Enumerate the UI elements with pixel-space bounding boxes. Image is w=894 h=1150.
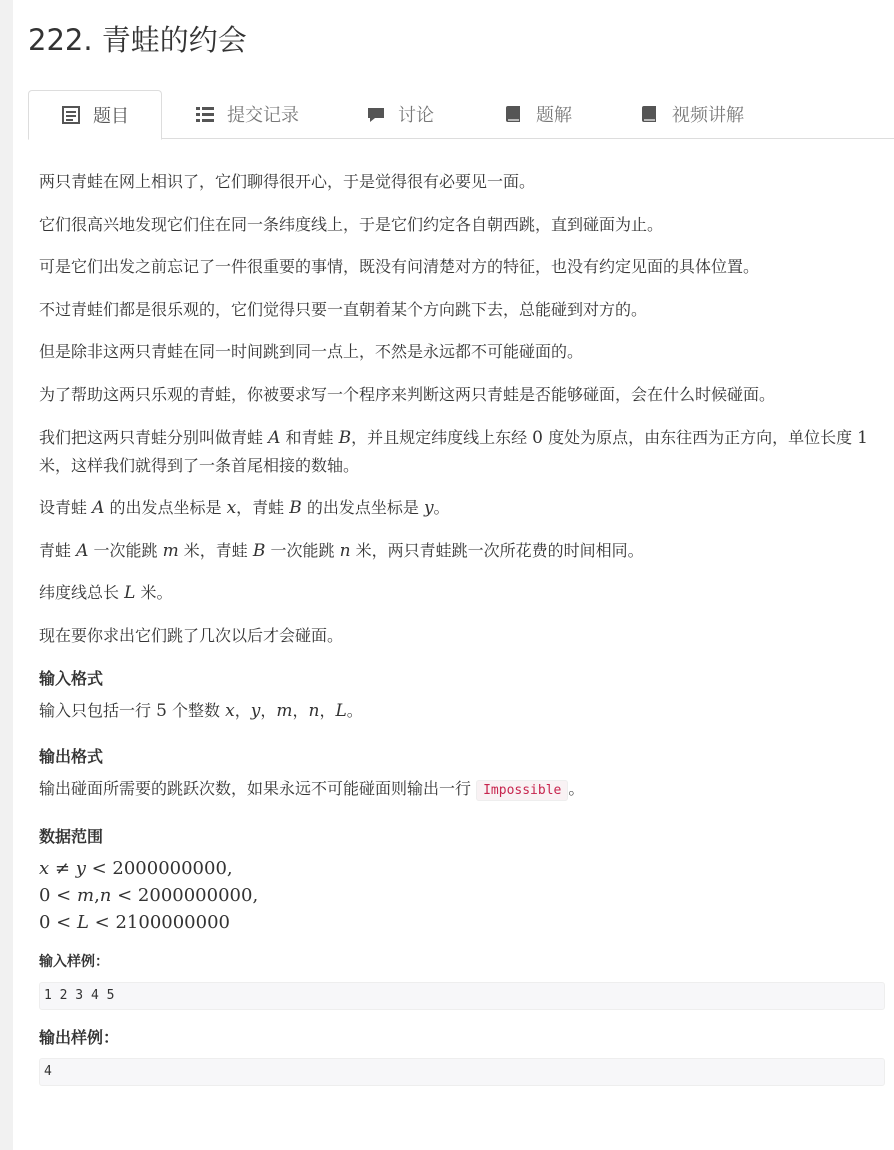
paragraph: 我们把这两只青蛙分别叫做青蛙 A 和青蛙 B，并且规定纬度线上东经 0 度处为原点，由东往西为正方向，单位长度 1 米，这样我们就得到了一条首尾相接的数轴。 [39, 427, 868, 475]
math-var: A [268, 427, 281, 448]
input-format-text: 输入只包括一行 5 个整数 x，y，m，n，L。 [39, 700, 363, 721]
data-range-formula: x ≠ y < 2000000000, 0 < m,n < 2000000000, 0 < L < 2100000000 [39, 857, 259, 933]
comment-icon [366, 104, 386, 124]
math-num: 0 [532, 427, 543, 448]
tab-bar [28, 90, 894, 139]
paragraph: 但是除非这两只青蛙在同一时间跳到同一点上，不然是永远都不可能碰面的。 [39, 342, 584, 362]
sample-input-label: 输入样例： [39, 953, 109, 970]
inline-code: Impossible [476, 780, 568, 801]
math-num: 1 [857, 427, 868, 448]
tab-label: 题解 [536, 105, 572, 126]
tab-label: 讨论 [398, 105, 434, 126]
tab-label: 提交记录 [227, 105, 299, 126]
sample-output-label: 输出样例： [39, 1027, 120, 1047]
book-icon [504, 104, 524, 124]
output-format-heading: 输出格式 [39, 746, 104, 766]
document-icon [61, 105, 81, 125]
tab-video[interactable] [640, 90, 744, 138]
paragraph: 不过青蛙们都是很乐观的，它们觉得只要一直朝着某个方向跳下去，总能碰到对方的。 [39, 299, 648, 319]
tab-solutions[interactable] [504, 90, 572, 138]
paragraph: 设青蛙 A 的出发点坐标是 x，青蛙 B 的出发点坐标是 y。 [39, 498, 450, 519]
tab-discussion[interactable] [366, 90, 434, 138]
sample-output-box[interactable]: 4 [39, 1058, 885, 1086]
tab-problem[interactable] [28, 90, 162, 140]
paragraph: 青蛙 A 一次能跳 m 米，青蛙 B 一次能跳 n 米，两只青蛙跳一次所花费的时间相同。 [39, 540, 644, 561]
paragraph: 两只青蛙在网上相识了，它们聊得很开心，于是觉得很有必要见一面。 [39, 172, 536, 191]
output-format-text: 输出碰面所需要的跳跃次数，如果永远不可能碰面则输出一行 Impossible 。 [39, 775, 884, 805]
book-icon [640, 104, 660, 124]
page-title: 222. 青蛙的约会 [28, 23, 247, 57]
math-var: B [338, 427, 352, 448]
paragraph: 它们很高兴地发现它们住在同一条纬度线上，于是它们约定各自朝西跳，直到碰面为止。 [39, 214, 664, 234]
input-format-heading: 输入格式 [39, 668, 104, 688]
paragraph: 为了帮助这两只乐观的青蛙，你被要求写一个程序来判断这两只青蛙是否能够碰面，会在什么时候碰面。 [39, 384, 776, 404]
paragraph: 纬度线总长 L 米。 [39, 583, 173, 604]
sample-input-box[interactable]: 1 2 3 4 5 [39, 982, 885, 1010]
paragraph: 现在要你求出它们跳了几次以后才会碰面。 [39, 625, 344, 645]
tab-label: 题目 [93, 106, 129, 127]
tab-submissions[interactable] [195, 90, 299, 138]
problem-description [39, 168, 884, 1102]
list-icon [195, 104, 215, 124]
data-range-heading: 数据范围 [39, 826, 104, 846]
paragraph: 可是它们出发之前忘记了一件很重要的事情，既没有问清楚对方的特征，也没有约定见面的具体位置。 [39, 257, 760, 277]
problem-panel [13, 0, 894, 1150]
tab-label: 视频讲解 [672, 105, 744, 126]
